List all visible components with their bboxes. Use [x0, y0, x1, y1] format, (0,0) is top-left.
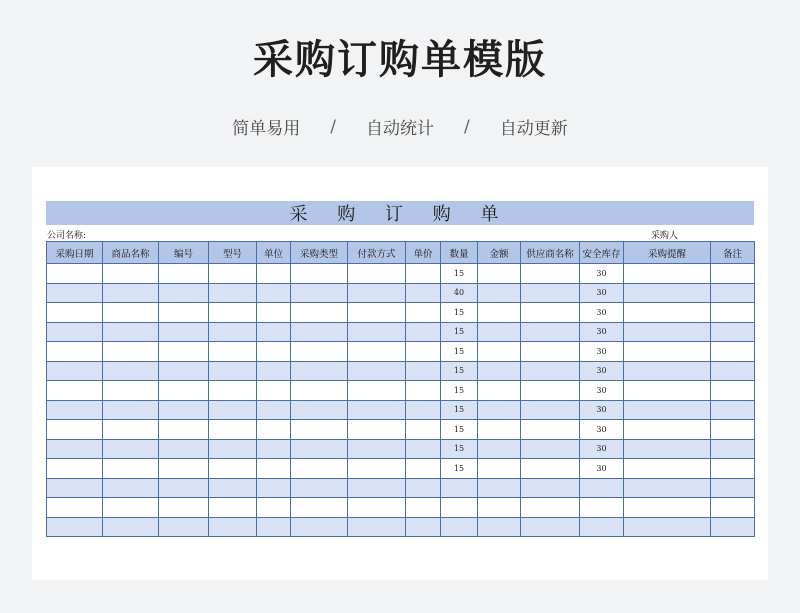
- table-cell[interactable]: [159, 420, 209, 440]
- table-cell[interactable]: [348, 361, 406, 381]
- table-row: [47, 498, 755, 518]
- table-cell[interactable]: [406, 420, 441, 440]
- table-cell[interactable]: [406, 303, 441, 323]
- table-cell[interactable]: [159, 361, 209, 381]
- table-cell[interactable]: 15: [441, 342, 478, 362]
- table-cell[interactable]: [711, 498, 755, 518]
- table-cell[interactable]: [47, 400, 103, 420]
- table-cell[interactable]: [441, 498, 478, 518]
- table-row: [47, 322, 755, 342]
- table-cell[interactable]: [348, 517, 406, 537]
- table-cell[interactable]: [47, 439, 103, 459]
- table-body: [47, 264, 755, 537]
- feature-list: [0, 114, 800, 139]
- table-cell[interactable]: [406, 322, 441, 342]
- table-row: [47, 342, 755, 362]
- table-cell[interactable]: [406, 439, 441, 459]
- table-cell[interactable]: 15: [441, 361, 478, 381]
- table-cell[interactable]: 30: [580, 303, 624, 323]
- table-cell[interactable]: [521, 517, 580, 537]
- table-cell[interactable]: [624, 400, 711, 420]
- table-cell[interactable]: [711, 381, 755, 401]
- column-header: 单价: [406, 242, 441, 264]
- table-cell[interactable]: [103, 439, 159, 459]
- table-cell[interactable]: [209, 459, 257, 479]
- table-cell[interactable]: [291, 478, 348, 498]
- table-cell[interactable]: [521, 264, 580, 284]
- table-cell[interactable]: [348, 381, 406, 401]
- column-header: 数量: [441, 242, 478, 264]
- table-cell[interactable]: [209, 420, 257, 440]
- table-row: [47, 459, 755, 479]
- table-cell[interactable]: [711, 342, 755, 362]
- table-cell[interactable]: [521, 283, 580, 303]
- table-row: [47, 381, 755, 401]
- table-cell[interactable]: [47, 342, 103, 362]
- table-cell[interactable]: [209, 283, 257, 303]
- table-cell[interactable]: [521, 478, 580, 498]
- table-cell[interactable]: 15: [441, 322, 478, 342]
- table-cell[interactable]: [257, 478, 291, 498]
- table-header-row: [47, 242, 755, 264]
- table-cell[interactable]: [291, 303, 348, 323]
- table-row: [47, 264, 755, 284]
- table-cell[interactable]: [209, 517, 257, 537]
- column-header: 安全库存: [580, 242, 624, 264]
- table-cell[interactable]: [103, 264, 159, 284]
- table-cell[interactable]: 15: [441, 439, 478, 459]
- table-cell[interactable]: [348, 322, 406, 342]
- table-cell[interactable]: [580, 498, 624, 518]
- table-cell[interactable]: [406, 400, 441, 420]
- table-cell[interactable]: [348, 478, 406, 498]
- table-cell[interactable]: [521, 342, 580, 362]
- table-cell[interactable]: 30: [580, 381, 624, 401]
- table-cell[interactable]: [159, 459, 209, 479]
- table-cell[interactable]: 15: [441, 303, 478, 323]
- separator: /: [330, 116, 336, 137]
- table-cell[interactable]: [257, 283, 291, 303]
- table-cell[interactable]: [291, 264, 348, 284]
- table-cell[interactable]: [291, 459, 348, 479]
- column-header: 采购日期: [47, 242, 103, 264]
- table-cell[interactable]: [478, 439, 521, 459]
- table-cell[interactable]: [348, 439, 406, 459]
- table-cell[interactable]: [103, 400, 159, 420]
- table-cell[interactable]: [209, 498, 257, 518]
- table-cell[interactable]: [478, 322, 521, 342]
- table-cell[interactable]: [257, 303, 291, 323]
- table-cell[interactable]: [209, 478, 257, 498]
- table-cell[interactable]: [209, 322, 257, 342]
- feature-auto-update: 自动更新: [499, 119, 568, 139]
- table-cell[interactable]: [103, 303, 159, 323]
- table-cell[interactable]: [711, 459, 755, 479]
- table-cell[interactable]: [478, 361, 521, 381]
- table-cell[interactable]: [406, 283, 441, 303]
- table-cell[interactable]: [711, 264, 755, 284]
- table-cell[interactable]: [478, 400, 521, 420]
- column-header: 型号: [209, 242, 257, 264]
- table-cell[interactable]: [624, 420, 711, 440]
- table-cell[interactable]: [580, 517, 624, 537]
- table-cell[interactable]: [711, 361, 755, 381]
- table-cell[interactable]: [257, 400, 291, 420]
- table-cell[interactable]: [47, 420, 103, 440]
- table-cell[interactable]: [159, 264, 209, 284]
- table-cell[interactable]: [159, 322, 209, 342]
- table-cell[interactable]: [348, 400, 406, 420]
- table-cell[interactable]: [291, 322, 348, 342]
- table-cell[interactable]: [711, 517, 755, 537]
- table-cell[interactable]: [159, 342, 209, 362]
- table-cell[interactable]: [47, 303, 103, 323]
- table-cell[interactable]: [257, 322, 291, 342]
- table-cell[interactable]: [291, 439, 348, 459]
- table-cell[interactable]: 30: [580, 342, 624, 362]
- table-cell[interactable]: [47, 459, 103, 479]
- table-cell[interactable]: [711, 478, 755, 498]
- table-cell[interactable]: [624, 303, 711, 323]
- table-cell[interactable]: [580, 478, 624, 498]
- table-cell[interactable]: 15: [441, 381, 478, 401]
- table-cell[interactable]: 40: [441, 283, 478, 303]
- table-cell[interactable]: [159, 439, 209, 459]
- table-cell[interactable]: [257, 459, 291, 479]
- table-cell[interactable]: [291, 498, 348, 518]
- table-cell[interactable]: [103, 478, 159, 498]
- column-header: 付款方式: [348, 242, 406, 264]
- table-cell[interactable]: [624, 264, 711, 284]
- table-cell[interactable]: [406, 478, 441, 498]
- table-cell[interactable]: [159, 283, 209, 303]
- spreadsheet-preview: [32, 167, 768, 580]
- table-cell[interactable]: [209, 303, 257, 323]
- table-cell[interactable]: [406, 361, 441, 381]
- table-cell[interactable]: [521, 439, 580, 459]
- table-cell[interactable]: [348, 264, 406, 284]
- table-cell[interactable]: [257, 439, 291, 459]
- table-cell[interactable]: [291, 283, 348, 303]
- table-cell[interactable]: [257, 517, 291, 537]
- table-cell[interactable]: [711, 322, 755, 342]
- table-cell[interactable]: [478, 381, 521, 401]
- table-row: [47, 361, 755, 381]
- table-cell[interactable]: [348, 420, 406, 440]
- table-cell[interactable]: [257, 498, 291, 518]
- column-header: 备注: [711, 242, 755, 264]
- table-cell[interactable]: 30: [580, 400, 624, 420]
- table-cell[interactable]: [711, 420, 755, 440]
- table-cell[interactable]: [406, 459, 441, 479]
- table-cell[interactable]: [624, 517, 711, 537]
- table-cell[interactable]: [478, 498, 521, 518]
- table-cell[interactable]: 30: [580, 459, 624, 479]
- feature-easy: 简单易用: [232, 119, 301, 139]
- table-cell[interactable]: [103, 283, 159, 303]
- table-cell[interactable]: [103, 459, 159, 479]
- table-cell[interactable]: [103, 381, 159, 401]
- table-cell[interactable]: [624, 381, 711, 401]
- table-cell[interactable]: [103, 361, 159, 381]
- table-cell[interactable]: [159, 478, 209, 498]
- table-cell[interactable]: [348, 498, 406, 518]
- purchase-order-table: [46, 241, 755, 537]
- table-cell[interactable]: [521, 381, 580, 401]
- table-cell[interactable]: [291, 400, 348, 420]
- table-cell[interactable]: [348, 459, 406, 479]
- form-title-banner: 采 购 订 购 单: [46, 201, 754, 225]
- table-cell[interactable]: [103, 420, 159, 440]
- table-cell[interactable]: [521, 322, 580, 342]
- table-cell[interactable]: [209, 400, 257, 420]
- table-cell[interactable]: [521, 420, 580, 440]
- table-cell[interactable]: [209, 342, 257, 362]
- table-cell[interactable]: [159, 498, 209, 518]
- table-cell[interactable]: [441, 478, 478, 498]
- table-cell[interactable]: [103, 342, 159, 362]
- column-header: 金额: [478, 242, 521, 264]
- table-cell[interactable]: [291, 361, 348, 381]
- table-cell[interactable]: 30: [580, 283, 624, 303]
- table-cell[interactable]: 15: [441, 420, 478, 440]
- table-cell[interactable]: [291, 517, 348, 537]
- column-header: 商品名称: [103, 242, 159, 264]
- table-cell[interactable]: 30: [580, 264, 624, 284]
- table-cell[interactable]: [103, 498, 159, 518]
- table-cell[interactable]: [441, 517, 478, 537]
- table-cell[interactable]: [406, 498, 441, 518]
- table-row: [47, 420, 755, 440]
- table-cell[interactable]: 30: [580, 420, 624, 440]
- table-cell[interactable]: 15: [441, 264, 478, 284]
- separator: /: [464, 116, 470, 137]
- table-row: [47, 303, 755, 323]
- feature-auto-stats: 自动统计: [366, 119, 434, 139]
- table-cell[interactable]: [406, 517, 441, 537]
- table-cell[interactable]: [478, 342, 521, 362]
- table-cell[interactable]: [406, 264, 441, 284]
- company-name-label: 公司名称:: [47, 231, 87, 241]
- table-cell[interactable]: [159, 303, 209, 323]
- table-cell[interactable]: [711, 400, 755, 420]
- column-header: 供应商名称: [521, 242, 580, 264]
- page-title: 采购订购单模版: [253, 37, 547, 83]
- table-cell[interactable]: [521, 498, 580, 518]
- table-row: [47, 478, 755, 498]
- table-cell[interactable]: [521, 400, 580, 420]
- table-cell[interactable]: [711, 303, 755, 323]
- table-cell[interactable]: [257, 420, 291, 440]
- table-cell[interactable]: [478, 420, 521, 440]
- table-cell[interactable]: [257, 342, 291, 362]
- table-cell[interactable]: [478, 478, 521, 498]
- sheet-content: [46, 201, 754, 537]
- column-header: 编号: [159, 242, 209, 264]
- column-header: 单位: [257, 242, 291, 264]
- table-cell[interactable]: [478, 303, 521, 323]
- table-row: [47, 400, 755, 420]
- table-cell[interactable]: [478, 517, 521, 537]
- table-cell[interactable]: [209, 381, 257, 401]
- table-cell[interactable]: [103, 322, 159, 342]
- table-cell[interactable]: [209, 264, 257, 284]
- table-cell[interactable]: [521, 459, 580, 479]
- table-cell[interactable]: [209, 361, 257, 381]
- table-row: [47, 283, 755, 303]
- buyer-label: 采购人: [651, 231, 679, 241]
- table-cell[interactable]: [47, 264, 103, 284]
- table-cell[interactable]: [291, 381, 348, 401]
- table-cell[interactable]: 30: [580, 439, 624, 459]
- table-cell[interactable]: [624, 361, 711, 381]
- table-cell[interactable]: [291, 342, 348, 362]
- table-cell[interactable]: [159, 381, 209, 401]
- table-cell[interactable]: [47, 283, 103, 303]
- meta-row: [46, 227, 754, 241]
- table-cell[interactable]: [478, 283, 521, 303]
- table-row: [47, 439, 755, 459]
- table-cell[interactable]: 30: [580, 322, 624, 342]
- table-cell[interactable]: [478, 264, 521, 284]
- table-cell[interactable]: [47, 361, 103, 381]
- table-cell[interactable]: [624, 478, 711, 498]
- table-cell[interactable]: [624, 283, 711, 303]
- table-cell[interactable]: [624, 459, 711, 479]
- table-cell[interactable]: [624, 498, 711, 518]
- table-cell[interactable]: [711, 439, 755, 459]
- table-cell[interactable]: [406, 342, 441, 362]
- table-cell[interactable]: [257, 264, 291, 284]
- table-cell[interactable]: [478, 459, 521, 479]
- table-cell[interactable]: [103, 517, 159, 537]
- table-cell[interactable]: 15: [441, 400, 478, 420]
- column-header: 采购提醒: [624, 242, 711, 264]
- table-cell[interactable]: [711, 283, 755, 303]
- table-cell[interactable]: [521, 361, 580, 381]
- table-row: [47, 517, 755, 537]
- table-cell[interactable]: [47, 498, 103, 518]
- table-cell[interactable]: [521, 303, 580, 323]
- table-cell[interactable]: [159, 517, 209, 537]
- table-cell[interactable]: [348, 342, 406, 362]
- table-cell[interactable]: [257, 361, 291, 381]
- table-cell[interactable]: [257, 381, 291, 401]
- table-cell[interactable]: [624, 439, 711, 459]
- table-cell[interactable]: [348, 303, 406, 323]
- table-cell[interactable]: [406, 381, 441, 401]
- table-cell[interactable]: [47, 478, 103, 498]
- table-cell[interactable]: [348, 283, 406, 303]
- column-header: 采购类型: [291, 242, 348, 264]
- table-cell[interactable]: [624, 342, 711, 362]
- table-cell[interactable]: [47, 322, 103, 342]
- table-cell[interactable]: [47, 517, 103, 537]
- table-cell[interactable]: [624, 322, 711, 342]
- table-cell[interactable]: [47, 381, 103, 401]
- table-cell[interactable]: 15: [441, 459, 478, 479]
- table-cell[interactable]: [291, 420, 348, 440]
- table-cell[interactable]: 30: [580, 361, 624, 381]
- table-cell[interactable]: [209, 439, 257, 459]
- table-cell[interactable]: [159, 400, 209, 420]
